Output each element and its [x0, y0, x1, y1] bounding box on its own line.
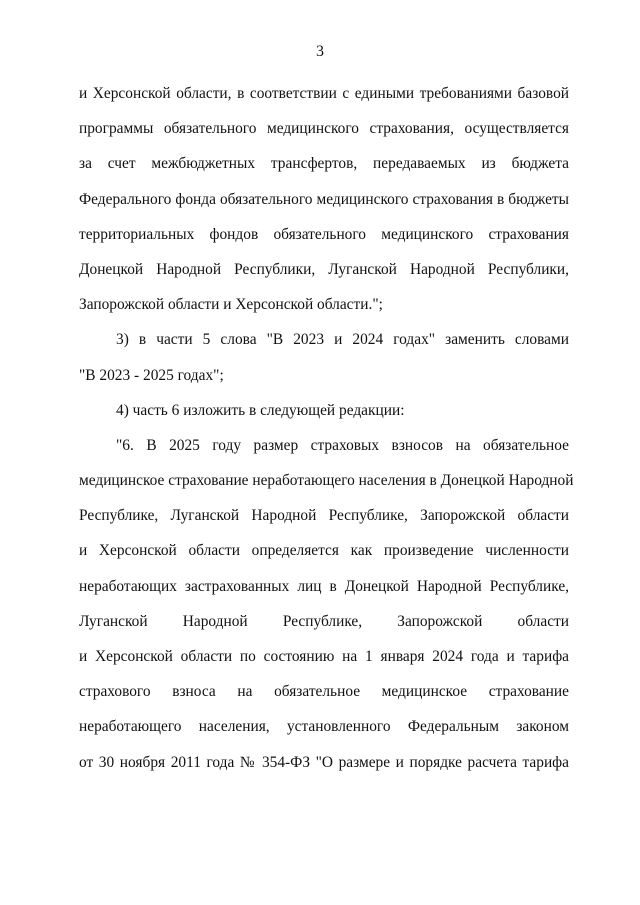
text-line: Донецкой Народной Республики, Луганской Народной Республики,	[79, 260, 569, 278]
text-line: страхового взноса на обязательное медицинское страхование	[79, 683, 569, 701]
document-body	[79, 76, 574, 780]
text-line: территориальных фондов обязательного медицинского страхования	[79, 225, 569, 243]
text-line: программы обязательного медицинского страхования, осуществляется	[79, 120, 569, 138]
text-line: Республике, Луганской Народной Республике, Запорожской области	[79, 507, 569, 525]
text-line: от 30 ноября 2011 года № 354-ФЗ "О размере и порядке расчета тарифа	[79, 753, 569, 771]
text-line: неработающих застрахованных лиц в Донецкой Народной Республике,	[79, 577, 569, 595]
text-line: "В 2023 - 2025 годах";	[79, 366, 224, 384]
text-line: 4) часть 6 изложить в следующей редакции:	[116, 401, 405, 419]
text-line: за счет межбюджетных трансфертов, передаваемых из бюджета	[79, 155, 569, 173]
text-line: и Херсонской области по состоянию на 1 января 2024 года и тарифа	[79, 648, 569, 665]
page-number: 3	[316, 43, 324, 60]
text-line: Луганской Народной Республике, Запорожской области	[79, 612, 569, 630]
text-line: и Херсонской области определяется как произведение численности	[79, 542, 569, 560]
text-line: неработающего населения, установленного Федеральным законом	[79, 718, 569, 736]
text-line: Федерального фонда обязательного медицинского страхования в бюджеты	[79, 190, 569, 208]
text-line: Запорожской области и Херсонской области.";	[79, 296, 383, 314]
text-line: 3) в части 5 слова "В 2023 и 2024 годах" заменить словами	[116, 331, 569, 349]
text-line: медицинское страхование неработающего населения в Донецкой Народной	[79, 472, 574, 490]
text-line: "6. В 2025 году размер страховых взносов на обязательное	[116, 436, 569, 454]
text-line: и Херсонской области, в соответствии с едиными требованиями базовой	[79, 85, 569, 102]
